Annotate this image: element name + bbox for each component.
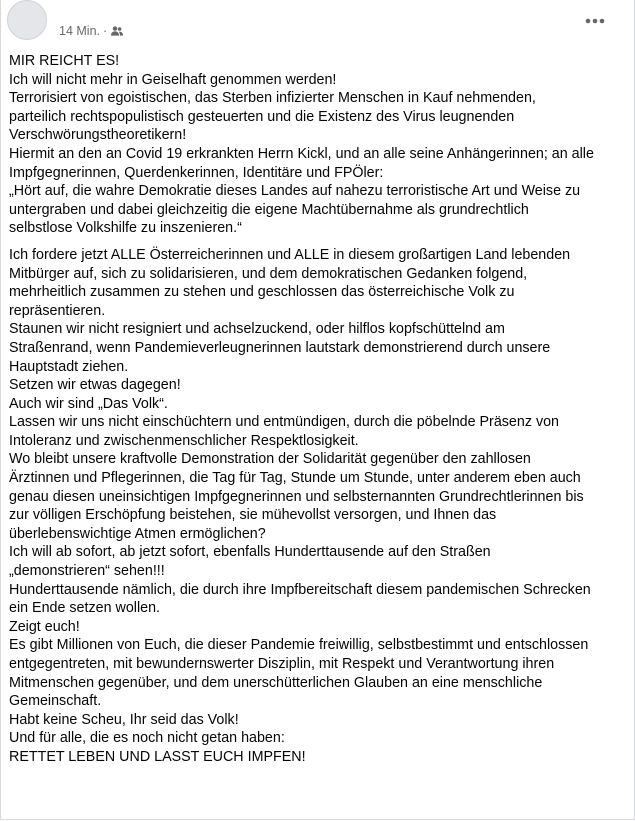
post-line: Staunen wir nicht resigniert und achselzuckend, oder hilflos kopfschüttelnd am bbox=[9, 321, 505, 338]
post-line: „demonstrieren“ sehen!!! bbox=[9, 563, 165, 580]
friends-icon[interactable] bbox=[111, 26, 123, 36]
post-line: Straßenrand, wenn Pandemieverleugnerinnen lautstark demonstrierend durch unsere bbox=[9, 339, 551, 356]
post-line: RETTET LEBEN UND LASST EUCH IMPFEN! bbox=[9, 748, 306, 765]
post-line: parteilich rechtspopulistisch gesteuerten und die Existenz des Virus leugnenden bbox=[9, 108, 515, 125]
post-meta bbox=[59, 24, 123, 38]
post-line: genau diesen uneinsichtigen Impfgegnerinnen und selbsternannten Grundrechtlerinnen bis bbox=[9, 488, 584, 505]
post-line: Mitmenschen gegenüber, und dem unerschütterlichen Glauben an eine menschliche bbox=[9, 674, 543, 691]
avatar[interactable] bbox=[7, 0, 47, 40]
post-line: überlebenswichtige Atmen ermöglichen? bbox=[9, 525, 266, 542]
post-line: Mitbürger auf, sich zu solidarisieren, und dem demokratischen Gedanken folgend, bbox=[9, 265, 528, 282]
post-line: Hauptstadt ziehen. bbox=[9, 358, 129, 375]
post-line: Hiermit an den an Covid 19 erkrankten Herrn Kickl, und an alle seine Anhängerinnen; an alle bbox=[9, 145, 594, 162]
post-line: Ich will nicht mehr in Geiselhaft genommen werden! bbox=[9, 71, 337, 88]
post-line: Hunderttausende nämlich, die durch ihre Impfbereitschaft diesem pandemischen Schrecken bbox=[9, 581, 591, 598]
more-dots-icon bbox=[585, 11, 605, 29]
post-line: entgegentreten, mit bewundernswerter Disziplin, mit Respekt und Verantwortung ihren bbox=[9, 656, 555, 672]
author-name[interactable] bbox=[59, 0, 169, 8]
post-line: „Hört auf, die wahre Demokratie dieses Landes auf nahezu terroristische Art und Weise zu bbox=[9, 183, 581, 200]
more-options-button[interactable] bbox=[581, 6, 609, 34]
post-line: Verschwörungstheoretikern! bbox=[9, 127, 187, 144]
post-line: repräsentieren. bbox=[9, 302, 106, 319]
post-line: Setzen wir etwas dagegen! bbox=[9, 377, 181, 394]
post-line: Und für alle, die es noch nicht getan haben: bbox=[9, 730, 285, 747]
post-line: zur völligen Erschöpfung beistehen, sie mühevollst versorgen, und Ihnen das bbox=[9, 507, 497, 524]
paragraph-gap bbox=[9, 238, 631, 246]
post-line: Ich fordere jetzt ALLE Österreicherinnen und ALLE in diesem großartigen Land lebenden bbox=[9, 246, 571, 263]
post-line: Gemeinschaft. bbox=[9, 693, 102, 710]
meta-separator: · bbox=[103, 24, 108, 38]
post-line: MIR REICHT ES! bbox=[9, 53, 120, 69]
post-line: Lassen wir uns nicht einschüchtern und entmündigen, durch die pöbelnde Präsenz von bbox=[9, 414, 559, 431]
post-line: untergraben und dabei gleichzeitig die eigene Machtübernahme als grundrechtlich bbox=[9, 201, 529, 218]
post-text bbox=[9, 52, 631, 767]
post-line: Ich will ab sofort, ab jetzt sofort, ebenfalls Hunderttausende auf den Straßen bbox=[9, 544, 491, 561]
post-line: Intoleranz und zwischenmenschlicher Respektlosigkeit. bbox=[9, 432, 359, 449]
post-line: Impfgegnerinnen, Querdenkerinnen, Identitäre und FPÖler: bbox=[9, 164, 384, 181]
post-line: Es gibt Millionen von Euch, die dieser Pandemie freiwillig, selbstbestimmt und entschlossen bbox=[9, 637, 589, 654]
post-timestamp[interactable]: 14 Min. bbox=[59, 24, 100, 38]
post-line: Wo bleibt unsere kraftvolle Demonstration der Solidarität gegenüber den zahllosen bbox=[9, 451, 531, 468]
post-line: Zeigt euch! bbox=[9, 618, 80, 635]
post-line: Ärztinnen und Pflegerinnen, die Tag für Tag, Stunde um Stunde, unter anderem eben auch bbox=[9, 470, 581, 487]
post-line: Habt keine Scheu, Ihr seid das Volk! bbox=[9, 711, 239, 728]
post-line: mehrheitlich zusammen zu stehen und geschlossen das österreichische Volk zu bbox=[9, 284, 515, 301]
post-header bbox=[7, 0, 627, 50]
post-line: Terrorisiert von egoistischen, das Sterben infizierter Menschen in Kauf nehmenden, bbox=[9, 90, 536, 107]
post-line: selbstlose Volkshilfe zu inszenieren.“ bbox=[9, 220, 242, 237]
post-line: Auch wir sind „Das Volk“. bbox=[9, 395, 168, 412]
post-line: ein Ende setzen wollen. bbox=[9, 600, 161, 617]
